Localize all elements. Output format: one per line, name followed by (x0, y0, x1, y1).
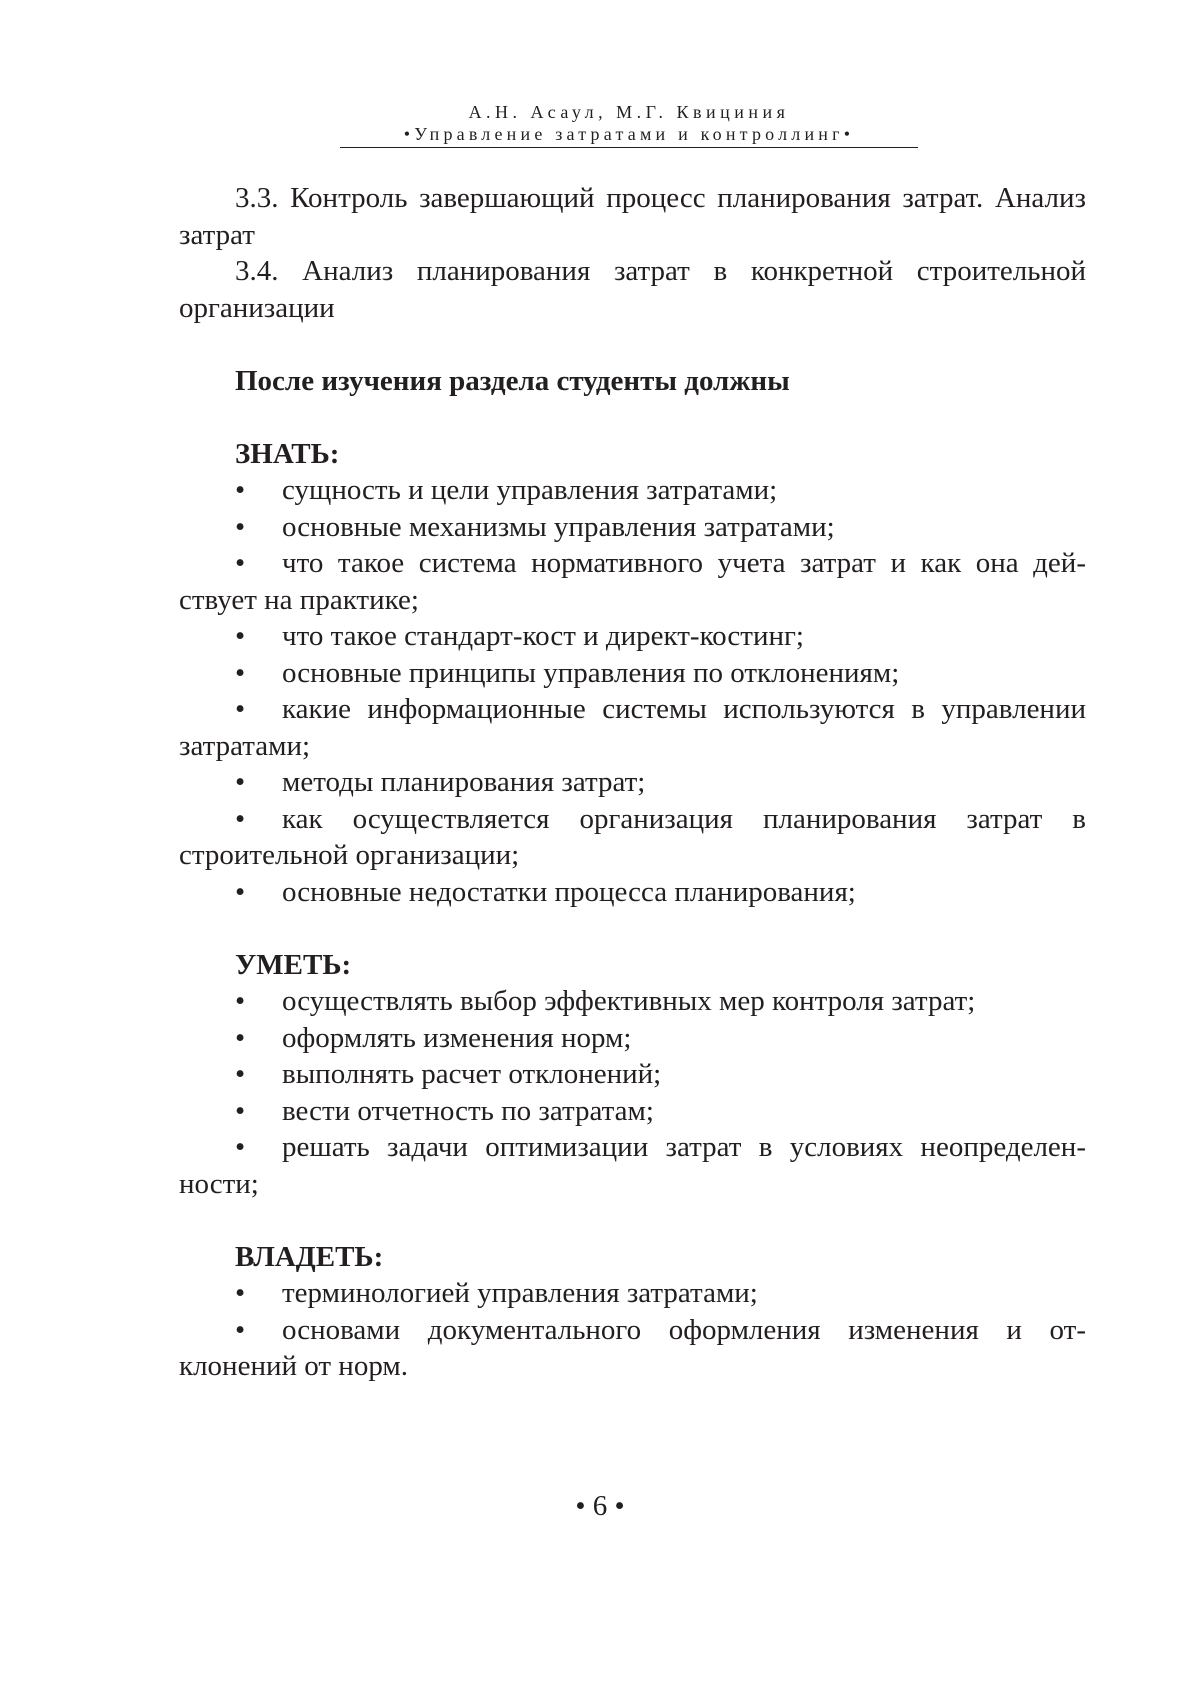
list-item-text: что такое стандарт-кост и директ-костинг; (282, 620, 804, 652)
list-item-text: основами документального оформления изменения и отклонений от норм. (179, 1313, 1086, 1382)
bullet-icon: • (235, 656, 246, 689)
bullet-icon: • (235, 1021, 246, 1054)
header-book-title: •Управление затратами и контроллинг• (403, 124, 855, 144)
list-item-text: оформлять изменения норм; (282, 1021, 632, 1054)
bullet-icon: • (235, 875, 246, 908)
list-item-text: осуществлять выбор эффективных мер контроля затрат; (282, 985, 976, 1017)
page-body (179, 180, 1086, 1385)
list-item (179, 1275, 1086, 1312)
list-item (179, 801, 1086, 874)
list-item (179, 472, 1086, 509)
bullet-icon: • (235, 1277, 246, 1309)
list-item-text: основные недостатки процесса планирования; (282, 875, 856, 908)
list-item-text: методы планирования затрат; (282, 766, 646, 798)
list-item (179, 874, 1086, 911)
spacer (179, 1202, 1086, 1239)
list-item-text: как осуществляется организация планирования затрат в строительной организации; (179, 802, 1086, 871)
bullet-icon: • (235, 1094, 246, 1127)
bullet-icon: • (235, 1131, 246, 1163)
bullet-icon: • (235, 985, 246, 1017)
list-item-text: основные принципы управления по отклонениям; (282, 656, 900, 689)
list-item (179, 691, 1086, 764)
header-rule (340, 147, 918, 148)
list-item (179, 1129, 1086, 1202)
list-item (179, 1056, 1086, 1093)
list-item (179, 764, 1086, 801)
list-item-text: вести отчетность по затратам; (282, 1094, 654, 1127)
list-item (179, 655, 1086, 692)
bullet-icon: • (235, 693, 246, 725)
list-item (179, 509, 1086, 546)
bullet-icon: • (235, 766, 246, 798)
bullet-icon: • (235, 620, 246, 652)
spacer (179, 326, 1086, 363)
section-heading-vladet: ВЛАДЕТЬ: (235, 1240, 384, 1273)
list-item-text: сущность и цели управления затратами; (282, 474, 778, 506)
list-item-text: что такое система нормативного учета затрат и как она действует на практике; (179, 547, 1086, 616)
paragraph-3-4: 3.4. Анализ планирования затрат в конкретной строительной организации (179, 255, 1086, 324)
list-item (179, 618, 1086, 655)
bullet-icon: • (235, 802, 246, 835)
section-umet (179, 947, 1086, 1203)
bullet-icon: • (235, 547, 246, 579)
list-item-text: основные механизмы управления затратами; (282, 510, 835, 543)
section-znat (179, 436, 1086, 911)
list-item-text: решать задачи оптимизации затрат в условиях неопределенности; (179, 1131, 1086, 1200)
paragraph-3-3: 3.3. Контроль завершающий процесс планирования затрат. Анализ затрат (179, 182, 1086, 251)
bullet-icon: • (235, 510, 246, 543)
list-item (179, 1020, 1086, 1057)
list-item-text: какие информационные системы используются в управлении затратами; (179, 693, 1086, 762)
intro-heading: После изучения раздела студенты должны (235, 364, 790, 397)
list-item-text: терминологией управления затратами; (282, 1277, 758, 1309)
spacer (179, 910, 1086, 947)
section-heading-znat: ЗНАТЬ: (235, 437, 340, 470)
page-number: • 6 • (575, 1490, 625, 1522)
bullet-icon: • (235, 1313, 246, 1346)
bullet-icon: • (235, 474, 246, 506)
list-item (179, 545, 1086, 618)
section-heading-umet: УМЕТЬ: (235, 948, 352, 981)
section-vladet (179, 1239, 1086, 1385)
list-item-text: выполнять расчет отклонений; (282, 1058, 662, 1090)
bullet-icon: • (235, 1058, 246, 1090)
list-item (179, 1312, 1086, 1385)
list-item (179, 1093, 1086, 1130)
header-authors: А.Н. Асаул, М.Г. Квициния (468, 102, 790, 122)
list-item (179, 983, 1086, 1020)
spacer (179, 399, 1086, 436)
running-header (340, 102, 918, 148)
